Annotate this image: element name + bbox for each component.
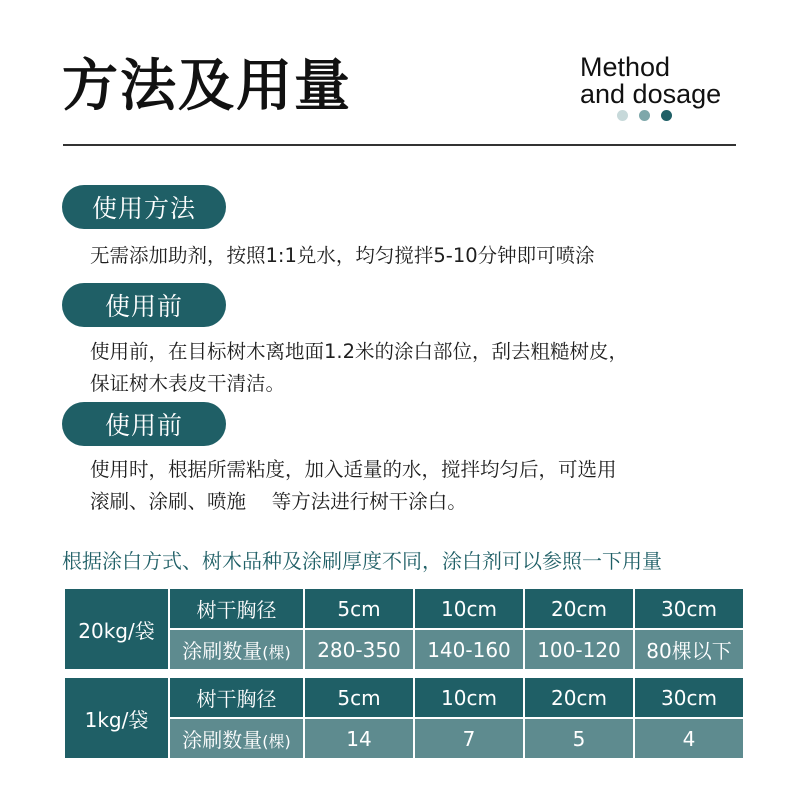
dosage-table-20kg	[63, 587, 745, 671]
section-text-during-use	[90, 454, 617, 518]
section-label-during-use: 使用前	[62, 402, 226, 446]
dot-medium	[639, 110, 650, 121]
section-label-method: 使用方法	[62, 185, 226, 229]
subtitle-line-1: Method	[580, 52, 671, 82]
diameter-cell: 30cm	[634, 677, 744, 718]
count-cell: 140-160	[414, 629, 524, 670]
decorative-dots	[617, 110, 672, 121]
diameter-cell: 20cm	[524, 588, 634, 629]
table-row	[64, 588, 744, 629]
count-cell: 14	[304, 718, 414, 759]
table-row	[64, 677, 744, 718]
diameter-cell: 10cm	[414, 677, 524, 718]
page-title: 方法及用量	[62, 54, 352, 119]
diameter-cell: 5cm	[304, 588, 414, 629]
dot-light	[617, 110, 628, 121]
section-text-method	[90, 240, 595, 272]
count-cell: 280-350	[304, 629, 414, 670]
count-label-text: 涂刷数量	[182, 639, 263, 663]
count-label-text: 涂刷数量	[182, 728, 263, 752]
count-unit: (棵)	[262, 732, 291, 751]
package-size: 20kg/袋	[64, 588, 169, 670]
dosage-note: 根据涂白方式、树木品种及涂刷厚度不同，涂白剂可以参照一下用量	[62, 549, 662, 573]
count-cell: 7	[414, 718, 524, 759]
count-cell: 100-120	[524, 629, 634, 670]
diameter-cell: 30cm	[634, 588, 744, 629]
dosage-table-1kg	[63, 676, 745, 760]
dot-dark	[661, 110, 672, 121]
diameter-cell: 10cm	[414, 588, 524, 629]
page-subtitle	[580, 54, 721, 108]
section-label-before-use: 使用前	[62, 283, 226, 327]
count-cell: 4	[634, 718, 744, 759]
count-cell: 80棵以下	[634, 629, 744, 670]
diameter-cell: 20cm	[524, 677, 634, 718]
row-label-diameter: 树干胸径	[169, 677, 304, 718]
text-line: 无需添加助剂，按照1:1兑水，均匀搅拌5-10分钟即可喷涂	[90, 244, 595, 267]
row-label-count	[169, 629, 304, 670]
row-label-count	[169, 718, 304, 759]
text-line: 使用时，根据所需粘度，加入适量的水，搅拌均匀后，可选用	[90, 458, 617, 481]
count-unit: (棵)	[262, 643, 291, 662]
row-label-diameter: 树干胸径	[169, 588, 304, 629]
header-divider	[63, 144, 736, 146]
text-line: 使用前，在目标树木离地面1.2米的涂白部位，刮去粗糙树皮，	[90, 340, 629, 363]
section-text-before-use	[90, 336, 628, 400]
text-line: 滚刷、涂刷、喷施 等方法进行树干涂白。	[90, 490, 467, 513]
diameter-cell: 5cm	[304, 677, 414, 718]
count-cell: 5	[524, 718, 634, 759]
package-size: 1kg/袋	[64, 677, 169, 759]
subtitle-line-2: and dosage	[580, 79, 722, 109]
text-line: 保证树木表皮干清洁。	[90, 372, 286, 395]
